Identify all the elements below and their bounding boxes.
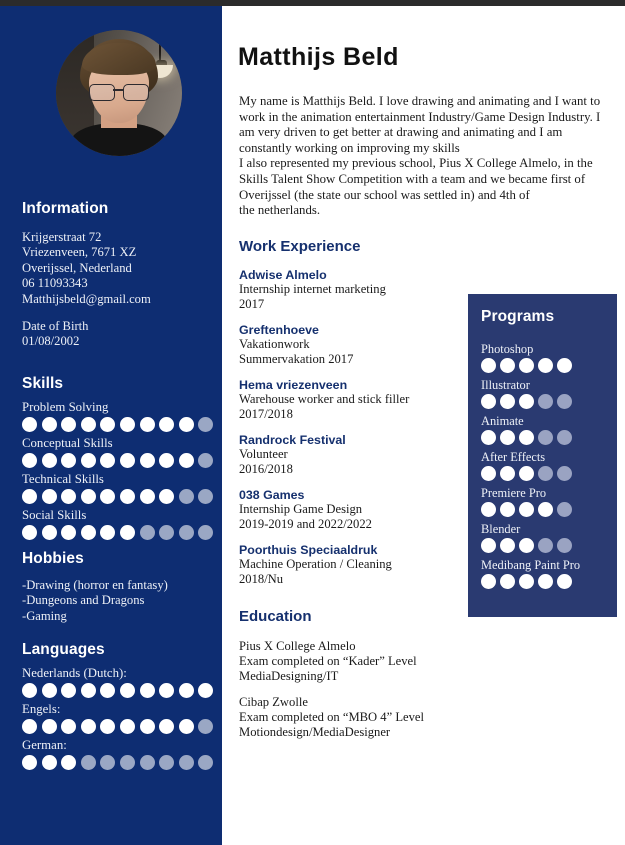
intro-line-1: I also represented my previous school, Pius X College Almelo, in the Skills Talent Show Competition with a team and we became first of Overijssel (the state our school was settled in) and 4th of xyxy=(239,156,593,202)
rating-dot-filled xyxy=(538,502,553,517)
program-label-1: Illustrator xyxy=(481,378,530,392)
rating-dot-filled xyxy=(100,417,115,432)
rating-dot-empty xyxy=(198,719,213,734)
rating-dot-empty xyxy=(538,466,553,481)
skill-label-2: Technical Skills xyxy=(22,472,104,486)
job-role-3: Volunteer xyxy=(239,447,288,461)
program-rating-6 xyxy=(481,574,617,589)
rating-dot-filled xyxy=(481,574,496,589)
rating-dot-filled xyxy=(500,466,515,481)
language-label-2: German: xyxy=(22,738,67,752)
rating-dot-filled xyxy=(519,538,534,553)
rating-dot-filled xyxy=(120,683,135,698)
skill-rating-0 xyxy=(22,417,212,432)
rating-dot-empty xyxy=(159,755,174,770)
job-role-5: Machine Operation / Cleaning xyxy=(239,557,392,571)
skills-section xyxy=(22,375,212,540)
rating-dot-filled xyxy=(557,574,572,589)
hobby-item-0: -Drawing (horror en fantasy) xyxy=(22,578,168,592)
language-rating-0 xyxy=(22,683,212,698)
education-entry-1 xyxy=(239,695,464,740)
rating-dot-filled xyxy=(22,489,37,504)
job-employer-3: Randrock Festival xyxy=(239,433,346,447)
program-label-2: Animate xyxy=(481,414,524,428)
language-rating-1 xyxy=(22,719,212,734)
information-heading: Information xyxy=(22,200,109,217)
program-rating-0 xyxy=(481,358,617,373)
rating-dot-filled xyxy=(519,358,534,373)
education-detail-0: Exam completed on “Kader” Level xyxy=(239,654,417,668)
rating-dot-empty xyxy=(159,525,174,540)
rating-dot-empty xyxy=(198,453,213,468)
job-employer-5: Poorthuis Speciaaldruk xyxy=(239,543,378,557)
rating-dot-empty xyxy=(557,394,572,409)
information-line-1: Vriezenveen, 7671 XZ xyxy=(22,245,137,260)
rating-dot-filled xyxy=(81,719,96,734)
job-role-2: Warehouse worker and stick filler xyxy=(239,392,410,406)
rating-dot-empty xyxy=(198,489,213,504)
rating-dot-filled xyxy=(61,489,76,504)
photo-glasses-bridge xyxy=(113,89,123,91)
rating-dot-filled xyxy=(42,525,57,540)
rating-dot-filled xyxy=(538,574,553,589)
rating-dot-filled xyxy=(22,453,37,468)
rating-dot-empty xyxy=(538,430,553,445)
rating-dot-filled xyxy=(61,719,76,734)
programs-list xyxy=(481,342,617,589)
rating-dot-empty xyxy=(557,538,572,553)
rating-dot-filled xyxy=(61,683,76,698)
rating-dot-empty xyxy=(538,538,553,553)
job-entry-4 xyxy=(239,488,464,532)
photo-glasses-right-lens xyxy=(123,84,149,101)
rating-dot-filled xyxy=(519,430,534,445)
rating-dot-filled xyxy=(557,358,572,373)
rating-dot-empty xyxy=(179,489,194,504)
job-role-0: Internship internet marketing xyxy=(239,282,386,296)
rating-dot-filled xyxy=(140,417,155,432)
information-line-4: Matthijsbeld@gmail.com xyxy=(22,291,151,306)
education-field-0: MediaDesigning/IT xyxy=(239,669,339,683)
rating-dot-empty xyxy=(120,755,135,770)
intro-line-2: the netherlands. xyxy=(239,203,321,218)
job-employer-0: Adwise Almelo xyxy=(239,268,327,282)
skill-rating-2 xyxy=(22,489,212,504)
rating-dot-filled xyxy=(42,683,57,698)
hobbies-list xyxy=(22,578,212,624)
rating-dot-filled xyxy=(481,430,496,445)
rating-dot-filled xyxy=(120,489,135,504)
job-period-4: 2019-2019 and 2022/2022 xyxy=(239,517,372,531)
languages-heading: Languages xyxy=(22,641,105,658)
rating-dot-filled xyxy=(42,417,57,432)
program-rating-5 xyxy=(481,538,617,553)
rating-dot-filled xyxy=(179,719,194,734)
rating-dot-filled xyxy=(481,394,496,409)
job-entry-5 xyxy=(239,543,464,587)
job-period-1: Summervakation 2017 xyxy=(239,352,354,366)
rating-dot-filled xyxy=(42,453,57,468)
education-school-1: Cibap Zwolle xyxy=(239,695,308,709)
rating-dot-filled xyxy=(100,489,115,504)
job-employer-2: Hema vriezenveen xyxy=(239,378,348,392)
job-entry-1 xyxy=(239,323,464,367)
rating-dot-empty xyxy=(140,755,155,770)
rating-dot-filled xyxy=(81,683,96,698)
information-line-2: Overijssel, Nederland xyxy=(22,260,132,275)
education-school-0: Pius X College Almelo xyxy=(239,639,356,653)
rating-dot-filled xyxy=(179,453,194,468)
rating-dot-filled xyxy=(100,453,115,468)
programs-panel xyxy=(468,294,617,617)
rating-dot-filled xyxy=(500,430,515,445)
language-rating-2 xyxy=(22,755,212,770)
rating-dot-empty xyxy=(557,466,572,481)
education-heading: Education xyxy=(239,608,312,625)
education-detail-1: Exam completed on “MBO 4” Level xyxy=(239,710,425,724)
language-label-1: Engels: xyxy=(22,702,61,716)
rating-dot-filled xyxy=(100,525,115,540)
rating-dot-filled xyxy=(500,538,515,553)
education-list xyxy=(239,639,464,740)
rating-dot-empty xyxy=(179,755,194,770)
program-label-5: Blender xyxy=(481,522,521,536)
rating-dot-empty xyxy=(81,755,96,770)
rating-dot-filled xyxy=(500,502,515,517)
rating-dot-filled xyxy=(140,719,155,734)
rating-dot-filled xyxy=(140,683,155,698)
program-rating-1 xyxy=(481,394,617,409)
rating-dot-empty xyxy=(198,755,213,770)
skills-heading: Skills xyxy=(22,375,64,392)
rating-dot-filled xyxy=(159,719,174,734)
job-period-3: 2016/2018 xyxy=(239,462,293,476)
dob-label: Date of Birth xyxy=(22,319,89,334)
rating-dot-filled xyxy=(500,574,515,589)
rating-dot-filled xyxy=(159,417,174,432)
rating-dot-filled xyxy=(481,502,496,517)
languages-list xyxy=(22,666,212,770)
skill-label-1: Conceptual Skills xyxy=(22,436,113,450)
rating-dot-filled xyxy=(81,417,96,432)
programs-heading: Programs xyxy=(481,308,555,325)
education-entry-0 xyxy=(239,639,464,684)
job-entry-3 xyxy=(239,433,464,477)
rating-dot-filled xyxy=(159,683,174,698)
job-role-1: Vakationwork xyxy=(239,337,310,351)
program-rating-4 xyxy=(481,502,617,517)
rating-dot-filled xyxy=(22,417,37,432)
rating-dot-filled xyxy=(159,453,174,468)
intro-line-0: My name is Matthijs Beld. I love drawing and animating and I want to work in the animation entertainment Industry/Game Design Industry. I am very driven to get better at drawing and animating and I am constantly working on improving my skills xyxy=(239,94,601,155)
rating-dot-empty xyxy=(557,430,572,445)
rating-dot-empty xyxy=(538,394,553,409)
rating-dot-filled xyxy=(198,683,213,698)
rating-dot-filled xyxy=(159,489,174,504)
rating-dot-filled xyxy=(179,683,194,698)
job-period-2: 2017/2018 xyxy=(239,407,293,421)
program-label-0: Photoshop xyxy=(481,342,534,356)
rating-dot-filled xyxy=(140,489,155,504)
rating-dot-empty xyxy=(140,525,155,540)
information-section xyxy=(22,200,212,350)
program-label-4: Premiere Pro xyxy=(481,486,547,500)
rating-dot-filled xyxy=(81,489,96,504)
rating-dot-filled xyxy=(481,466,496,481)
rating-dot-filled xyxy=(42,755,57,770)
rating-dot-filled xyxy=(22,683,37,698)
rating-dot-filled xyxy=(481,538,496,553)
rating-dot-filled xyxy=(61,453,76,468)
program-rating-3 xyxy=(481,466,617,481)
job-period-5: 2018/Nu xyxy=(239,572,284,586)
rating-dot-filled xyxy=(22,755,37,770)
work-experience-section xyxy=(239,238,464,598)
rating-dot-filled xyxy=(140,453,155,468)
language-label-0: Nederlands (Dutch): xyxy=(22,666,127,680)
hobby-item-2: -Gaming xyxy=(22,608,67,623)
rating-dot-filled xyxy=(120,453,135,468)
rating-dot-empty xyxy=(100,755,115,770)
rating-dot-filled xyxy=(519,574,534,589)
rating-dot-filled xyxy=(519,502,534,517)
rating-dot-filled xyxy=(519,466,534,481)
job-entry-2 xyxy=(239,378,464,422)
rating-dot-filled xyxy=(61,755,76,770)
hobbies-section xyxy=(22,550,212,624)
rating-dot-filled xyxy=(42,719,57,734)
job-employer-1: Greftenhoeve xyxy=(239,323,319,337)
rating-dot-empty xyxy=(198,525,213,540)
rating-dot-empty xyxy=(557,502,572,517)
skills-list xyxy=(22,400,212,540)
languages-section xyxy=(22,641,212,770)
hobby-item-1: -Dungeons and Dragons xyxy=(22,593,145,608)
rating-dot-empty xyxy=(198,417,213,432)
rating-dot-empty xyxy=(179,525,194,540)
education-section xyxy=(239,608,464,751)
rating-dot-filled xyxy=(22,525,37,540)
page-title: Matthijs Beld xyxy=(238,43,399,71)
skill-label-3: Social Skills xyxy=(22,508,87,522)
rating-dot-filled xyxy=(42,489,57,504)
information-line-3: 06 11093343 xyxy=(22,276,88,291)
intro-paragraph xyxy=(239,94,609,219)
program-label-6: Medibang Paint Pro xyxy=(481,558,581,572)
work-experience-heading: Work Experience xyxy=(239,238,361,255)
job-period-0: 2017 xyxy=(239,297,265,311)
education-field-1: Motiondesign/MediaDesigner xyxy=(239,725,391,739)
information-lines xyxy=(22,230,212,307)
program-label-3: After Effects xyxy=(481,450,546,464)
photo-glasses-left-lens xyxy=(89,84,115,101)
rating-dot-filled xyxy=(538,358,553,373)
dob-value: 01/08/2002 xyxy=(22,334,80,349)
program-rating-2 xyxy=(481,430,617,445)
rating-dot-filled xyxy=(519,394,534,409)
skill-rating-1 xyxy=(22,453,212,468)
rating-dot-filled xyxy=(500,394,515,409)
job-employer-4: 038 Games xyxy=(239,488,305,502)
avatar xyxy=(56,30,182,156)
rating-dot-filled xyxy=(100,719,115,734)
rating-dot-filled xyxy=(22,719,37,734)
information-line-0: Krijgerstraat 72 xyxy=(22,230,102,244)
job-role-4: Internship Game Design xyxy=(239,502,363,516)
hobbies-heading: Hobbies xyxy=(22,550,84,567)
rating-dot-filled xyxy=(120,417,135,432)
work-experience-list xyxy=(239,268,464,587)
rating-dot-filled xyxy=(481,358,496,373)
rating-dot-filled xyxy=(179,417,194,432)
rating-dot-filled xyxy=(500,358,515,373)
rating-dot-filled xyxy=(81,525,96,540)
rating-dot-filled xyxy=(120,719,135,734)
job-entry-0 xyxy=(239,268,464,312)
rating-dot-filled xyxy=(81,453,96,468)
portrait-photo-icon xyxy=(56,30,182,156)
rating-dot-filled xyxy=(61,525,76,540)
sidebar xyxy=(0,6,222,845)
rating-dot-filled xyxy=(120,525,135,540)
skill-rating-3 xyxy=(22,525,212,540)
skill-label-0: Problem Solving xyxy=(22,400,109,414)
rating-dot-filled xyxy=(100,683,115,698)
rating-dot-filled xyxy=(61,417,76,432)
